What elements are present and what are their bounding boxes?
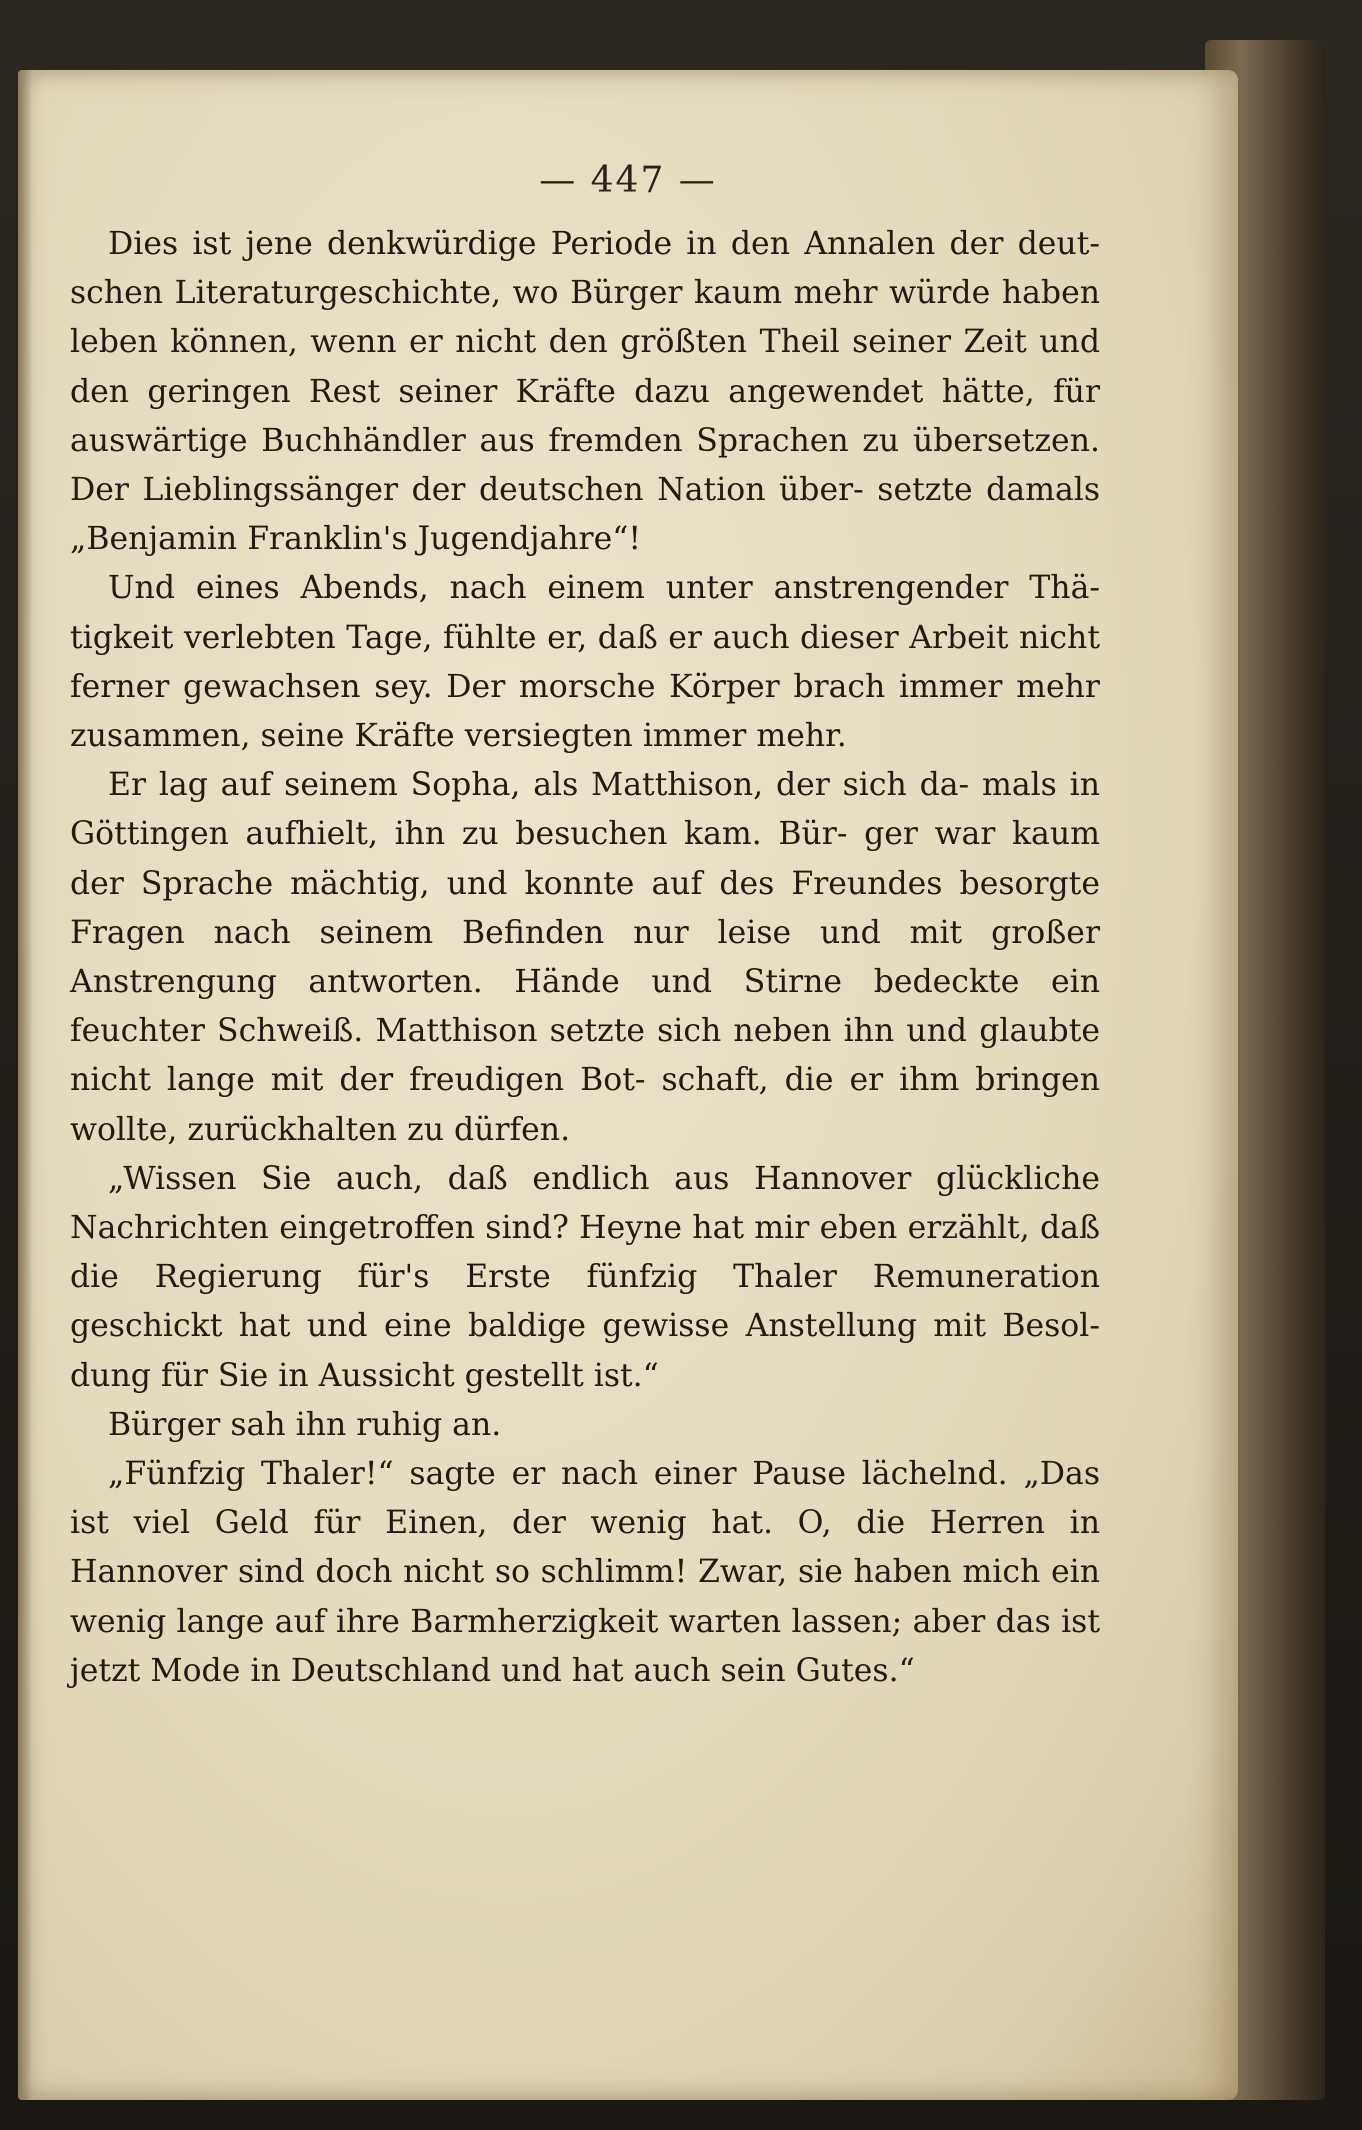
page-body: [70, 220, 1100, 1696]
paragraph-5: Bürger sah ihn ruhig an.: [108, 1406, 502, 1443]
book-page: [18, 70, 1238, 2100]
paragraph-2: Und eines Abends, nach einem unter anstrengender Thä- tigkeit verlebten Tage, fühlte er, daß er auch dieser Arbeit nicht ferner gewachsen sey. Der morsche Körper brach immer mehr zusammen, seine Kräfte versiegten immer mehr.: [70, 570, 1100, 755]
page-number: — 447 —: [539, 160, 717, 201]
page-gutter: [18, 70, 32, 2100]
paragraph-6: „Fünfzig Thaler!“ sagte er nach einer Pause lächelnd. „Das ist viel Geld für Einen, der wenig hat. O, die Herren in Hannover sind doch nicht so schlimm! Zwar, sie haben mich ein wenig lange auf ihre Barmherzigkeit warten lassen; aber das ist jetzt Mode in Deutschland und hat auch sein Gutes.“: [70, 1456, 1100, 1689]
paragraph-1: Dies ist jene denkwürdige Periode in den Annalen der deut- schen Literaturgeschichte, wo Bürger kaum mehr würde haben leben können, wenn er nicht den größten Theil seiner Zeit und den geringen Rest seiner Kräfte dazu angewendet hätte, für auswärtige Buchhändler aus fremden Sprachen zu übersetzen. Der Lieblingssänger der deutschen Nation über- setzte damals „Benjamin Franklin's Jugendjahre“!: [70, 226, 1100, 558]
paragraph-3: Er lag auf seinem Sopha, als Matthison, der sich da- mals in Göttingen aufhielt, ihn zu besuchen kam. Bür- ger war kaum der Sprache mächtig, und konnte auf des Freundes besorgte Fragen nach seinem Befinden nur leise und mit großer Anstrengung antworten. Hände und Stirne bedeckte ein feuchter Schweiß. Matthison setzte sich neben ihn und glaubte nicht lange mit der freudigen Bot- schaft, die er ihm bringen wollte, zurückhalten zu dürfen.: [70, 767, 1100, 1148]
paragraph-4: „Wissen Sie auch, daß endlich aus Hannover glückliche Nachrichten eingetroffen sind? Heyne hat mir eben erzählt, daß die Regierung für's Erste fünfzig Thaler Remuneration geschickt hat und eine baldige gewisse Anstellung mit Besol- dung für Sie in Aussicht gestellt ist.“: [70, 1160, 1100, 1394]
